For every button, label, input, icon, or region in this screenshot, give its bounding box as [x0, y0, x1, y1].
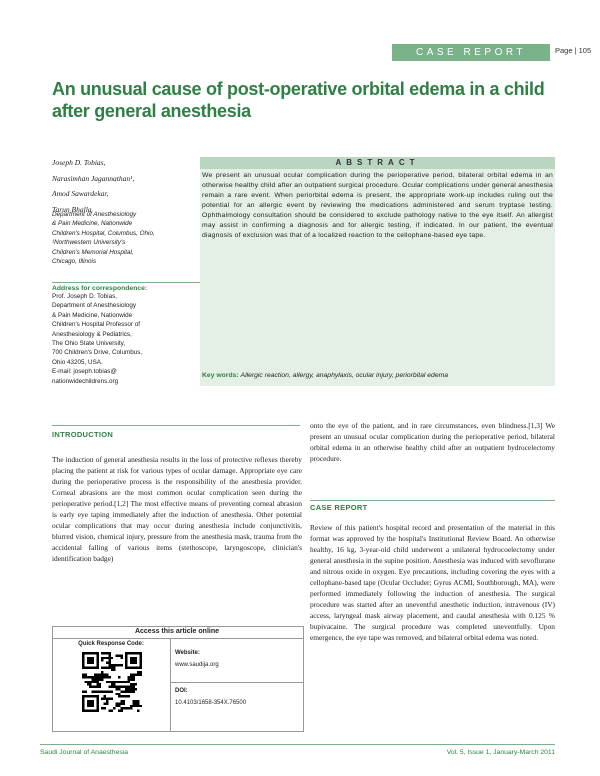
correspondence-line: The Ohio State University, — [52, 340, 126, 348]
access-divider — [170, 638, 171, 731]
abstract-text: We present an unusual ocular complication during the perioperative period, bilateral orbital edema in an otherwise healthy child after an outpatient surgical procedure. Ocular complications under general anesthesia remain a rare event. When periorbital edema is present, the appropriate work-up includes ruling out the potential for an allergic event by reviewing the medications administered and serum tryptase testing. Ophthalmology consultation should be considered to exclude pathology native to the eye itself. An allergist may assist in confirming a diagnosis and for allergic testing, if indicated. In our patient, the eventual diagnosis of exclusion was that of a localized reaction to the cellophane-based eye tape. — [202, 172, 553, 239]
correspondence-email[interactable]: nationwidechildrens.org — [52, 377, 119, 385]
author-name: Amod Sawardekar, — [52, 189, 109, 198]
access-title: Access this article online — [134, 628, 220, 635]
doi-label: DOI: — [175, 688, 188, 694]
correspondence-line: 700 Children's Drive, Columbus, — [52, 349, 143, 357]
correspondence-line: Ohio 43205, USA. — [52, 358, 103, 366]
website-label: Website: — [175, 650, 200, 656]
case-report-heading: CASE REPORT — [310, 503, 368, 512]
introduction-text: The induction of general anesthesia results in the loss of protective reflexes thereby placing the patient at risk for various types of ocular damage. Appropriate eye care during the perioperative process is the responsibility of the anesthesia provider. Corneal abrasions are the most common ocular complication seen during the perioperative period.[1,2] The most effective means of preventing corneal abrasion is early eye taping immediately after the induction of anesthesia. Other potential ocular complications that may occur during anesthesia include conjunctivitis, blurred vision, chemical injury, pressure from the anesthesia mask, trauma from the accidental falling of various items (stethoscope, laryngoscope, clinician's identification badge) — [52, 455, 302, 563]
section-divider — [310, 500, 555, 501]
correspondence-title: Address for correspondence: — [52, 285, 148, 292]
section-divider — [52, 425, 300, 426]
affiliation-line: Children's Memorial Hospital, — [52, 248, 134, 256]
affiliation-line: Chicago, Illinois — [52, 258, 97, 266]
author-name: Joseph D. Tobias, — [52, 158, 106, 167]
author-list — [52, 155, 202, 217]
access-divider — [52, 638, 304, 639]
correspondence-email[interactable]: E-mail: joseph.tobias@ — [52, 368, 117, 376]
introduction-heading: INTRODUCTION — [52, 430, 114, 439]
doi-link[interactable]: 10.4103/1658-354X.76500 — [175, 700, 247, 706]
correspondence-line: Department of Anesthesiology — [52, 302, 137, 310]
footer-divider — [40, 744, 555, 745]
access-divider — [170, 682, 304, 683]
qr-code-icon[interactable] — [82, 652, 142, 712]
page-number: Page | 105 — [555, 46, 592, 55]
issue-info: Vol. 5, Issue 1, January-March 2011 — [446, 749, 555, 756]
keywords-text: Allergic reaction, allergy, anaphylaxis, ocular injury, periorbital edema — [240, 372, 449, 379]
affiliation-line: Children's Hospital, Columbus, Ohio, — [52, 229, 155, 237]
keywords-label: Key words: — [202, 372, 239, 379]
correspondence-line: Children's Hospital Professor of — [52, 321, 140, 329]
correspondence-text — [52, 292, 200, 386]
correspondence-line: & Pain Medicine, Nationwide — [52, 311, 133, 319]
correspondence-line: Prof. Joseph D. Tobias, — [52, 293, 117, 300]
correspondence-block — [52, 282, 200, 386]
introduction-continued-text: onto the eye of the patient, and in rare circumstances, even blindness.[1,3] We present an unusual ocular complication during the perioperative period, bilateral orbital edema in an otherwise healthy child after an outpatient hydrocelectomy procedure. — [310, 421, 555, 463]
qr-code-label: Quick Response Code: — [78, 641, 144, 647]
affiliation-line: & Pain Medicine, Nationwide — [52, 220, 133, 228]
case-report-text: Review of this patient's hospital record and presentation of the material in this format was approved by the hospital's Institutional Review Board. An otherwise healthy, 16 kg, 3-year-old child underwent a unilateral hydrocoelectomy under general anesthesia in the supine position. Anesthesia was induced with sevoflurane and nitrous oxide in oxygen. Eye precautions, including covering the eyes with a cellophane-based tape (Ocular Occluder; Gyrus ACMI, Southborough, MA), were performed immediately following the induction of anesthesia. The surgical procedure was started after an uneventful anesthetic induction, intravenous (IV) access, laryngeal mask airway placement, and caudal anesthesia with 0.125 % bupivacaine. The surgical procedure was completed uneventfully. Upon emergence, the eye tape was removed, and bilateral orbital edema was noted. — [310, 523, 555, 642]
website-link[interactable]: www.saudija.org — [175, 662, 219, 668]
author-name: Tarun Bhalla — [52, 204, 92, 214]
abstract-heading: ABSTRACT — [200, 157, 555, 169]
article-type-banner: CASE REPORT — [392, 44, 550, 61]
keywords — [202, 372, 553, 379]
article-title: An unusual cause of post-operative orbital edema in a child after general anesthesia — [52, 79, 545, 121]
affiliation-line: Department of Anesthesiology — [52, 211, 137, 218]
affiliation-line: ¹Northwestern University's — [52, 239, 126, 247]
affiliations — [52, 210, 202, 266]
author-name: Narasimhan Jagannathan¹, — [52, 173, 135, 183]
correspondence-line: Anesthesiology & Pediatrics, — [52, 330, 132, 338]
journal-name: Saudi Journal of Anaesthesia — [40, 749, 129, 756]
